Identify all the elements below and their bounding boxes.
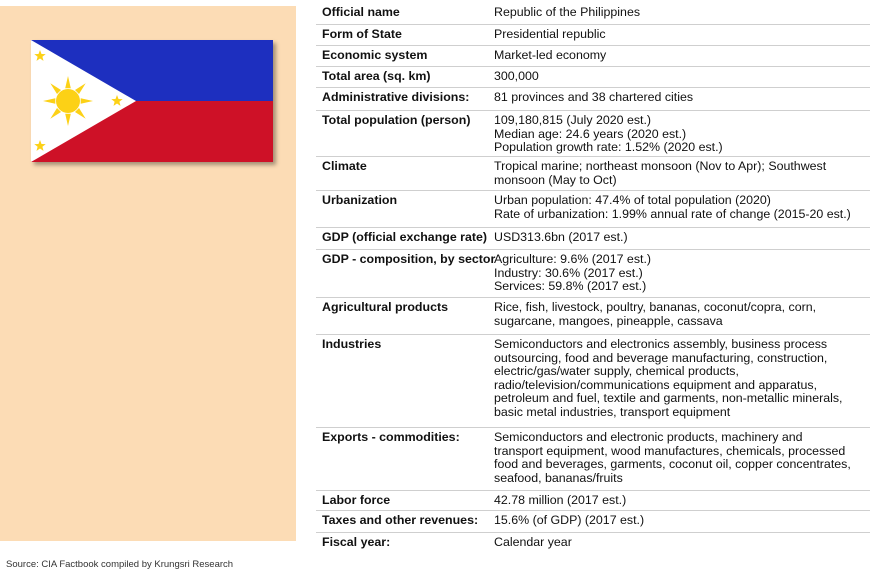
fact-value-line: Republic of the Philippines [494,5,641,19]
fact-value [494,536,870,558]
fact-label: Labor force [322,493,391,507]
fact-label: Fiscal year: [322,535,391,549]
source-note: Source: CIA Factbook compiled by Krungsri Research [6,559,234,570]
fact-value-line: Presidential republic [494,27,606,41]
fact-row [316,157,870,191]
fact-row [316,25,870,46]
philippines-flag [31,40,273,162]
fact-label: Economic system [322,48,428,62]
fact-value-line: 15.6% (of GDP) (2017 est.) [494,513,645,527]
fact-value-line: Median age: 24.6 years (2020 est.) [494,126,687,141]
fact-row [316,335,870,428]
fact-value [494,49,870,66]
fact-row [316,533,870,558]
flag-panel [0,6,296,541]
fact-value-line: Tropical marine; northeast monsoon (Nov to Apr); Southwest [494,159,827,173]
fact-value [494,231,870,249]
fact-value-line: 109,180,815 (July 2020 est.) [494,113,652,127]
fact-value [494,70,870,87]
fact-label: Administrative divisions: [322,90,470,104]
fact-label: GDP - composition, by sector [322,252,496,266]
fact-value [494,114,870,156]
fact-value-line: Market-led economy [494,48,607,62]
fact-row [316,3,870,25]
flag-sun-icon [43,76,93,126]
fact-value-line: petroleum and fuel, textile and garments, non-metallic minerals, [494,391,843,405]
fact-row [316,250,870,298]
fact-value-line: Rate of urbanization: 1.99% annual rate of change (2015-20 est.) [494,206,851,221]
fact-label: Agricultural products [322,300,448,314]
fact-value [494,431,870,490]
fact-value [494,253,870,297]
fact-label: GDP (official exchange rate) [322,230,488,244]
fact-value-line: Industry: 30.6% (2017 est.) [494,265,643,280]
fact-value-line: 81 provinces and 38 chartered cities [494,90,694,104]
fact-value-line: Rice, fish, livestock, poultry, bananas, coconut/copra, corn, [494,300,817,314]
fact-label: Total population (person) [322,113,471,127]
fact-value [494,160,870,190]
fact-value-line: transport equipment, wood manufactures, chemicals, processed [494,443,846,458]
fact-value-line: sugarcane, mangoes, pineapple, cassava [494,313,723,328]
fact-row [316,88,870,111]
fact-label: Industries [322,337,382,351]
fact-value-line: Semiconductors and electronic products, machinery and [494,430,803,444]
fact-value-line: Population growth rate: 1.52% (2020 est.) [494,140,723,154]
fact-value [494,28,870,45]
fact-value-line: Calendar year [494,535,572,549]
fact-row [316,428,870,491]
fact-row [316,298,870,335]
fact-value-line: monsoon (May to Oct) [494,172,617,187]
fact-label: Taxes and other revenues: [322,513,479,527]
fact-value-line: electric/gas/water supply, chemical products, [494,364,739,378]
fact-label: Urbanization [322,193,398,207]
fact-value-line: food and beverages, garments, coconut oil, copper concentrates, [494,457,851,471]
fact-value-line: 42.78 million (2017 est.) [494,493,627,507]
fact-value-line: USD313.6bn (2017 est.) [494,230,628,244]
fact-value-line: basic metal industries, transport equipment [494,404,731,419]
fact-label: Form of State [322,27,402,41]
fact-row [316,111,870,157]
fact-row [316,191,870,228]
fact-value-line: radio/television/communications equipment and apparatus, [494,377,818,392]
fact-row [316,491,870,511]
fact-label: Official name [322,5,400,19]
fact-value-line: 300,000 [494,69,539,83]
fact-label: Climate [322,159,367,173]
fact-row [316,67,870,88]
fact-value-line: Semiconductors and electronics assembly, business process [494,337,828,351]
fact-value-line: Services: 59.8% (2017 est.) [494,279,647,293]
fact-value-line: seafood, bananas/fruits [494,470,623,485]
fact-value-line: outsourcing, food and beverage manufacturing, construction, [494,350,828,365]
fact-row [316,228,870,250]
fact-value [494,301,870,334]
fact-value [494,6,870,24]
flag-image [31,40,273,162]
fact-value-line: Agriculture: 9.6% (2017 est.) [494,252,652,266]
fact-value [494,494,870,510]
country-facts-table [316,3,870,558]
fact-label: Exports - commodities: [322,430,460,444]
fact-label: Total area (sq. km) [322,69,431,83]
fact-value [494,91,870,110]
fact-value-line: Urban population: 47.4% of total population (2020) [494,193,771,207]
fact-row [316,511,870,533]
fact-value [494,514,870,532]
fact-value [494,338,870,427]
fact-value [494,194,870,227]
fact-row [316,46,870,67]
